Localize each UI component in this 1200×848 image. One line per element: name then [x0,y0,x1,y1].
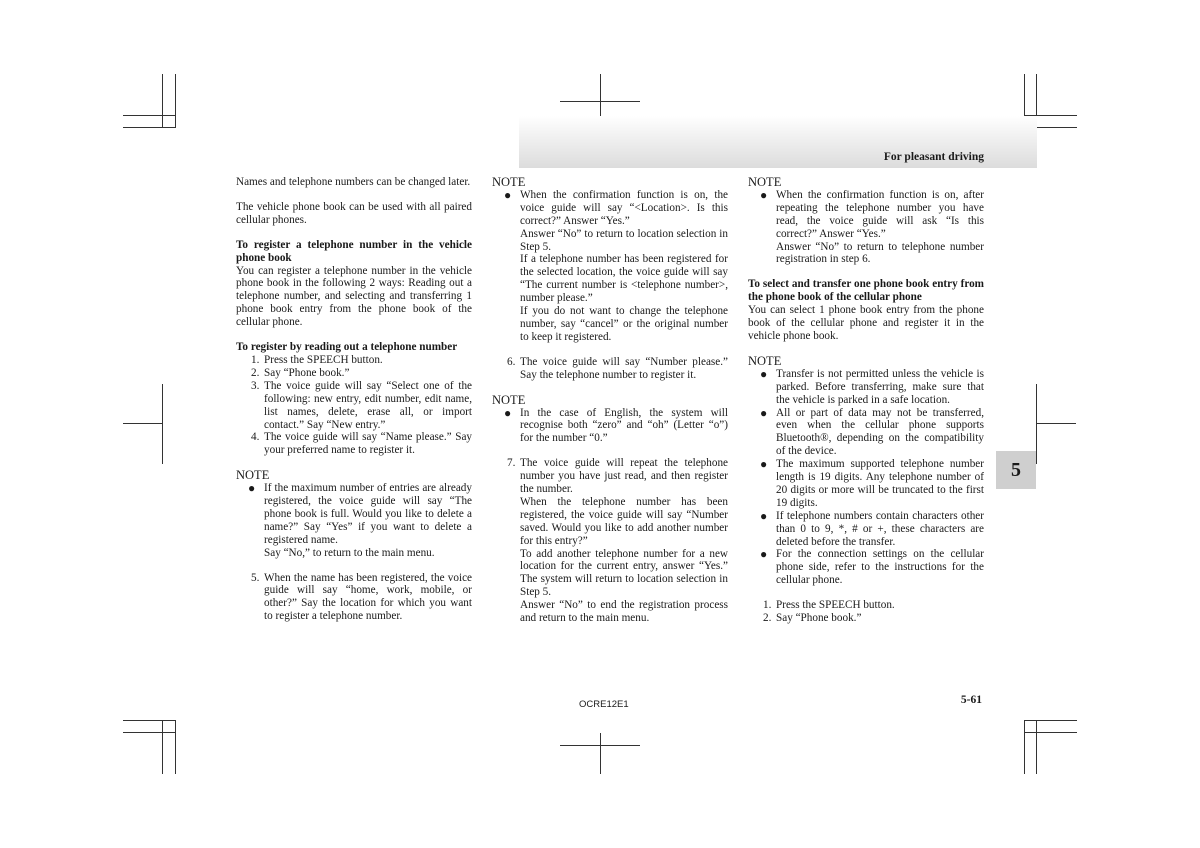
note-bullet: ● All or part of data may not be transferred, even when the cellular phone supports Bluetooth®, depending on the compatibility of the device. [760,405,984,458]
column-3 [748,176,984,625]
step-4: 4. The voice guide will say “Name please.” Say your preferred name to register it. [251,431,472,457]
select-transfer-paragraph: You can select 1 phone book entry from the phone book of the cellular phone and register it in the vehicle phone book. [748,304,984,342]
step-1: 1. Press the SPEECH button. [763,599,895,612]
step-continuation: To add another telephone number for a new location for the current entry, answer “Yes.” The system will return to location selection in Step 5. [520,547,728,599]
note-bullet: ● If the maximum number of entries are already registered, the voice guide will say “The phone book is full. Would you like to delete a name?” Say “Yes” if you want to delete a registered name. [248,481,472,546]
step-3: 3. The voice guide will say “Select one of the following: new entry, edit number, edit name, list names, delete, erase all, or import contact.” Say “New entry.” [251,379,472,431]
note-label: NOTE [236,468,270,483]
heading-register-number: To register a telephone number in the vehicle phone book [236,238,472,264]
register-ways-paragraph: You can register a telephone number in the vehicle phone book in the following 2 ways: Reading out a telephone number, and selecting and transferring 1 phone book entry from the phone book of the cellular phone. [236,264,472,329]
note-bullet: ● In the case of English, the system will recognise both “zero” and “oh” (Letter “o”) for the number “0.” [504,405,728,445]
note-bullet: ● If telephone numbers contain characters other than 0 to 9, *, # or +, these characters are deleted before the transfer. [760,508,984,548]
bullet-dot-icon: ● [760,457,768,472]
intro-paragraph: Names and telephone numbers can be changed later. [236,176,471,188]
step-5: 5. When the name has been registered, the voice guide will say “home, work, mobile, or other?” Say the location for which you want to register a telephone number. [251,571,472,623]
chapter-tab [996,451,1036,489]
note-label: NOTE [492,392,526,407]
bullet-dot-icon: ● [504,405,512,420]
chapter-number: 5 [1011,459,1021,481]
note-bullet: ● The maximum supported telephone number length is 19 digits. Any telephone number of 20 digits or more will be truncated to the first 19 digits. [760,457,984,509]
note-continuation: Answer “No” to return to location selection in Step 5. [520,227,728,253]
note-label: NOTE [492,175,526,189]
bullet-dot-icon: ● [760,508,768,523]
bullet-dot-icon: ● [760,405,768,420]
note-bullet: ● When the confirmation function is on, after repeating the telephone number you have read, the voice guide will ask “Is this correct?” Answer “Yes.” [760,187,984,240]
note-label: NOTE [748,175,782,189]
step-continuation: When the telephone number has been registered, the voice guide will say “Number saved. Would you like to add another number for this entry?” [520,495,728,547]
step-6: 6. The voice guide will say “Number please.” Say the telephone number to register it. [507,355,728,381]
bullet-dot-icon: ● [760,366,768,381]
note-bullet: ● For the connection settings on the cellular phone side, refer to the instructions for the cellular phone. [760,547,984,587]
note-bullet: ● When the confirmation function is on, the voice guide will say “<Location>. Is this correct?” Answer “Yes.” [504,187,728,227]
step-1: 1. Press the SPEECH button. [251,353,383,366]
step-continuation: Answer “No” to end the registration process and return to the main menu. [520,599,728,625]
bullet-dot-icon: ● [248,481,256,496]
bullet-dot-icon: ● [504,187,512,202]
page-number: 5-61 [960,694,982,706]
column-2 [492,176,728,625]
note-bullet: ● Transfer is not permitted unless the vehicle is parked. Before transferring, make sure that the vehicle is parked in a safe location. [760,366,984,406]
note-continuation: If you do not want to change the telephone number, say “cancel” or the original number to keep it registered. [520,305,728,343]
note-continuation: Say “No,” to return to the main menu. [264,546,435,559]
note-continuation: Answer “No” to return to telephone number registration in step 6. [776,240,984,266]
step-2: 2. Say “Phone book.” [251,366,350,379]
step-2: 2. Say “Phone book.” [763,612,862,625]
column-1 [236,176,472,623]
heading-reading-out: To register by reading out a telephone number [236,341,458,354]
note-label: NOTE [748,353,782,368]
section-title: For pleasant driving [883,151,984,163]
bullet-dot-icon: ● [760,547,768,562]
note-continuation: If a telephone number has been registered for the selected location, the voice guide will say “The current number is <telephone number>, number please.” [520,253,728,305]
paired-phones-paragraph: The vehicle phone book can be used with all paired cellular phones. [236,200,472,226]
bullet-dot-icon: ● [760,187,768,202]
document-code: OCRE12E1 [579,699,629,710]
step-7: 7. The voice guide will repeat the telephone number you have just read, and then register the number. [507,457,728,496]
heading-select-transfer: To select and transfer one phone book entry from the phone book of the cellular phone [748,278,984,304]
